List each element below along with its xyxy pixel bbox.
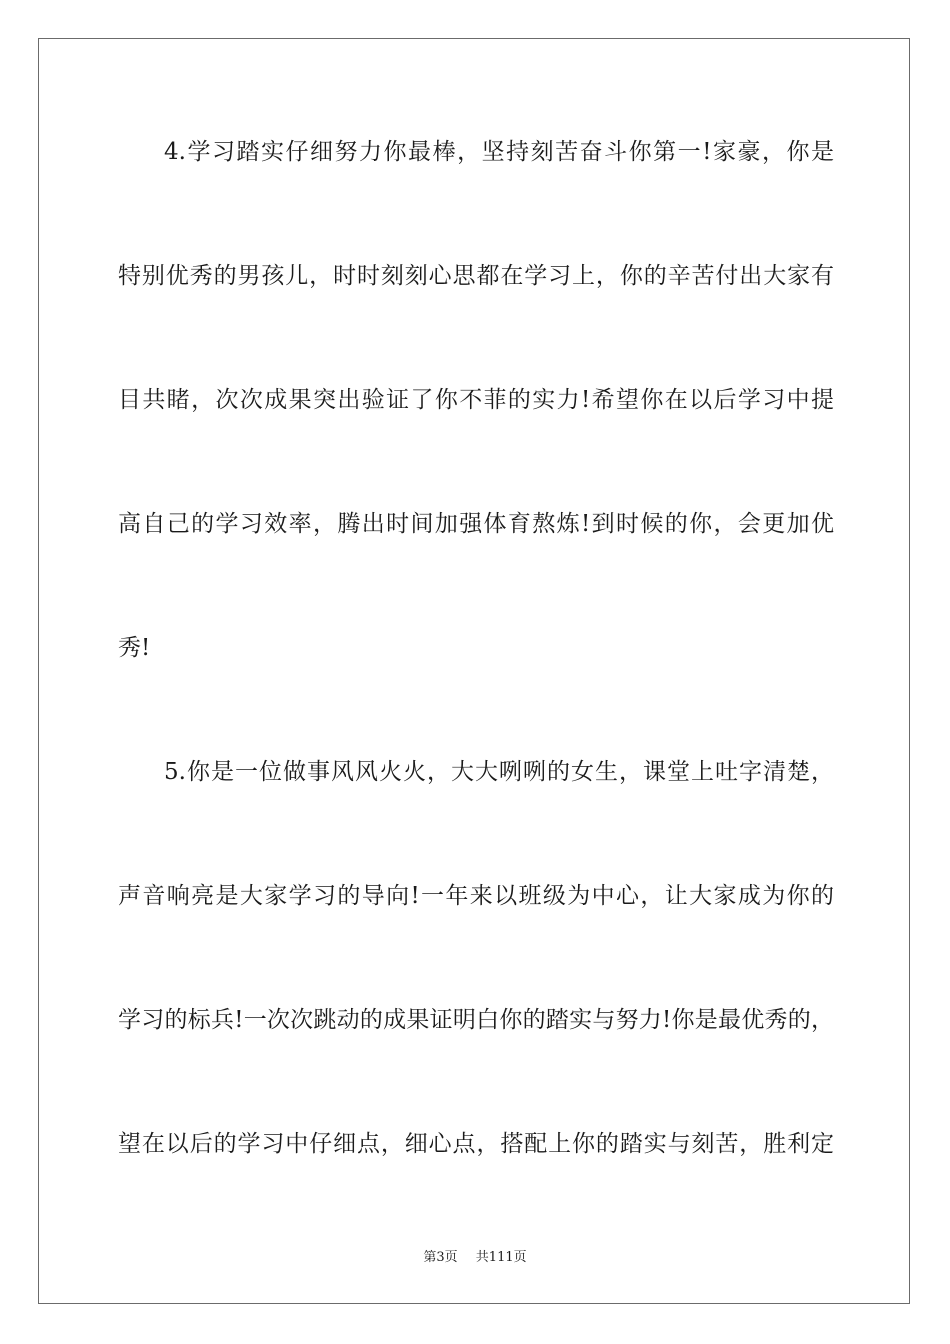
page-number: 第3页 <box>423 1250 458 1265</box>
text-line: 望在以后的学习中仔细点，细心点，搭配上你的踏实与刻苦，胜利定 <box>118 1131 834 1157</box>
document-body <box>118 122 834 1238</box>
text-line: 声音响亮是大家学习的导向!一年来以班级为中心，让大家成为你的 <box>118 883 834 909</box>
text-line: 4.学习踏实仔细努力你最棒，坚持刻苦奋斗你第一!家豪，你是 <box>164 139 834 165</box>
text-line: 特别优秀的男孩儿，时时刻刻心思都在学习上，你的辛苦付出大家有 <box>118 263 834 289</box>
text-line: 学习的标兵!一次次跳动的成果证明白你的踏实与努力!你是最优秀的， <box>118 1007 834 1033</box>
text-line: 目共睹，次次成果突出验证了你不菲的实力!希望你在以后学习中提 <box>118 387 834 413</box>
text-line: 5.你是一位做事风风火火，大大咧咧的女生，课堂上吐字清楚， <box>164 759 834 785</box>
text-line: 高自己的学习效率，腾出时间加强体育熬炼!到时候的你，会更加优 <box>118 511 834 537</box>
page-total: 共111页 <box>475 1250 527 1265</box>
text-line: 秀! <box>118 635 151 661</box>
page-footer <box>0 1246 950 1265</box>
